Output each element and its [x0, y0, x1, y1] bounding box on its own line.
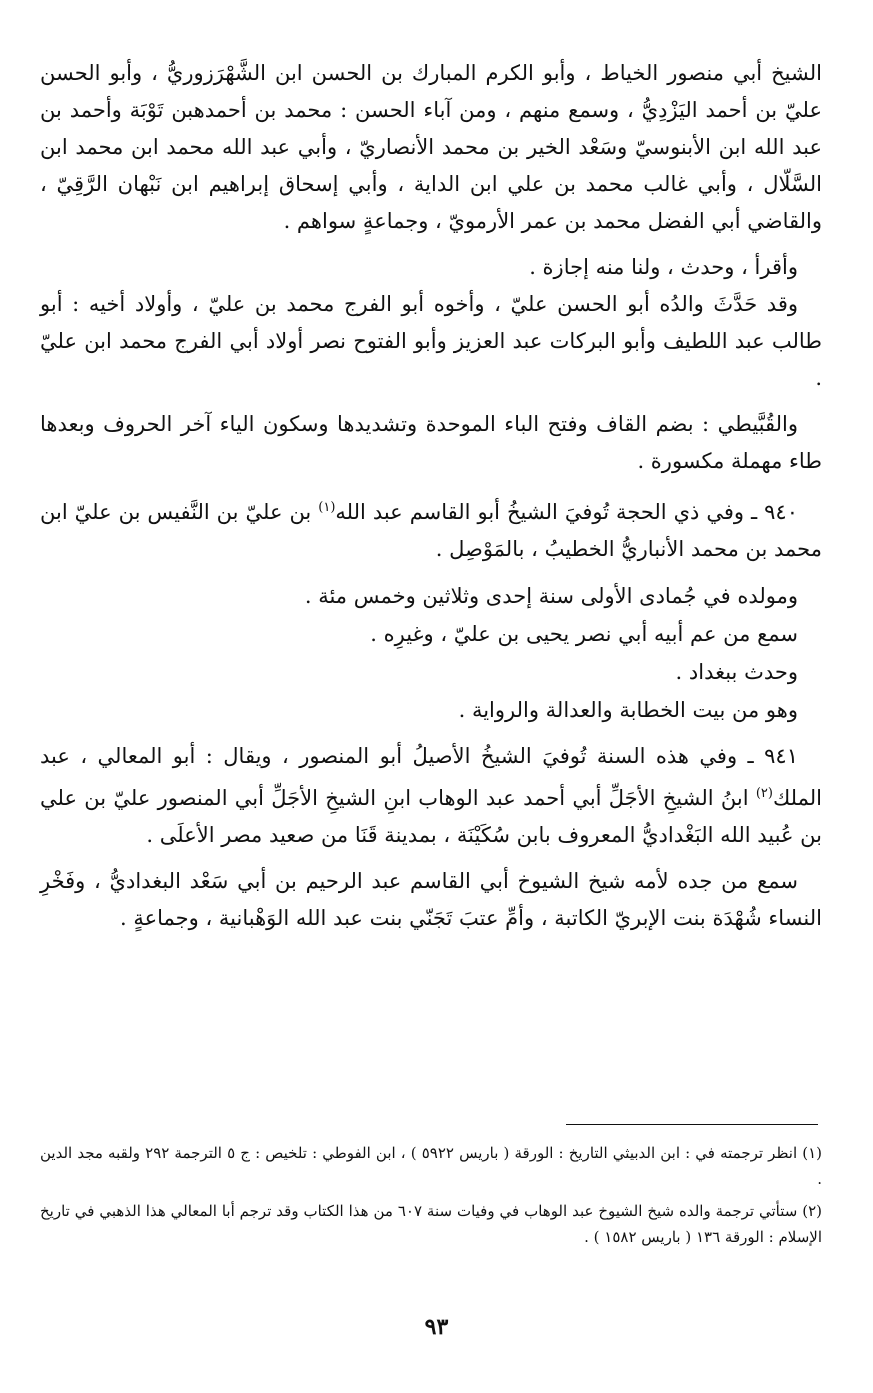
- footnote-1: (١) انظر ترجمته في : ابن الدبيثي التاريخ : الورقة ( باريس ٥٩٢٢ ) ، ابن الفوطي : تلخيص : ج ٥ الترجمة ٢٩٢ ولقبه مجد الدين .: [40, 1144, 823, 1188]
- paragraph-family-narrators: وقد حَدَّثَ والدُه أبو الحسن عليّ ، وأخوه أبو الفرج محمد بن عليّ ، وأولاد أخيه : أبو طالب عبد اللطيف وأبو البركات عبد العزيز وأبو الفتوح نصر أولاد أبي الفرج محمد ابن عليّ .: [40, 292, 822, 390]
- paragraph-taught: وأقرأ ، وحدث ، ولنا منه إجازة .: [529, 255, 798, 279]
- page-number: ٩٣: [424, 1314, 449, 1340]
- footnote-2: (٢) ستأتي ترجمة والده شيخ الشيوخ عبد الوهاب في وفيات سنة ٦٠٧ من هذا الكتاب وقد ترجم أبا المعالي هذا الذهبي في تاريخ الإسلام : الورقة ١٣٦ ( باريس ١٥٨٢ ) .: [40, 1202, 822, 1246]
- entry-941: [40, 738, 822, 854]
- entry-941-text-b: ابنُ الشيخِ الأجَلِّ أبي أحمد عبد الوهاب ابنِ الشيخِ الأجَلِّ أبي المنصور عليّ بن علي بن عُبيد الله البَغْداديُّ المعروف بابن سُكَيْنَة ، بمدينة قَنَا من صعيد مصر الأعلَى .: [40, 786, 822, 847]
- entry-940-birth: ومولده في جُمادى الأولى سنة إحدى وثلاثين وخمس مئة .: [304, 584, 798, 608]
- entry-940-text-a: ٩٤٠ ـ وفي ذي الحجة تُوفيَ الشيخُ أبو القاسم عبد الله: [335, 500, 798, 524]
- paragraph-name-spelling: والقُبَّيطي : بضم القاف وفتح الباء الموحدة وتشديدها وسكون الياء آخر الحروف وبعدها طاء مهملة مكسورة .: [40, 412, 822, 473]
- entry-940-heard: سمع من عم أبيه أبي نصر يحيى بن عليّ ، وغيرِه .: [370, 622, 798, 646]
- entry-940-details: [40, 577, 822, 729]
- entry-940: [40, 489, 822, 568]
- entry-940-text-b: بن عليّ بن النَّفيس بن عليّ ابن محمد بن محمد الأنباريُّ الخطيبُ ، بالمَوْصِل .: [40, 500, 822, 561]
- footnote-ref-1: (١): [318, 500, 336, 515]
- footnotes: [40, 1140, 822, 1256]
- entry-941-heard: سمع من جده لأمه شيخ الشيوخ أبي القاسم عبد الرحيم بن أبي سَعْد البغداديُّ ، وفَخْرِ النساء شُهْدَة بنت الإبريّ الكاتبة ، وأمِّ عتبَ تَجَنّي بنت عبد الله الوَهْبانية ، وجماعةٍ .: [40, 869, 822, 930]
- entry-940-family: وهو من بيت الخطابة والعدالة والرواية .: [458, 698, 798, 722]
- footnote-separator: [566, 1124, 818, 1125]
- entry-941-text-a: ٩٤١ ـ وفي هذه السنة تُوفيَ الشيخُ الأصيلُ أبو المنصور ، ويقال : أبو المعالي ، عبد الملك: [40, 744, 822, 810]
- entry-940-narrated: وحدث ببغداد .: [675, 660, 798, 684]
- page-body: [40, 55, 822, 937]
- paragraph-scholars-list: الشيخ أبي منصور الخياط ، وأبو الكرم المبارك بن الحسن ابن الشَّهْرَزوريُّ ، وأبو الحسن عليّ بن أحمد اليَزْدِيُّ ، وسمع منهم ، ومن آباء الحسن : محمد بن أحمدهبن تَوْبَة وأحمد بن عبد الله ابن الأبنوسيّ وسَعْد الخير بن محمد الأنصاريّ ، وأبي عبد الله محمد ابن محمد ابن السَّلّال ، وأبي غالب محمد بن علي ابن الداية ، وأبي إسحاق إبراهيم ابن نَبْهان الرَّقِيّ ، والقاضي أبي الفضل محمد بن عمر الأرمويّ ، وجماعةٍ سواهم .: [40, 61, 823, 233]
- footnote-ref-2: (٢): [755, 786, 773, 801]
